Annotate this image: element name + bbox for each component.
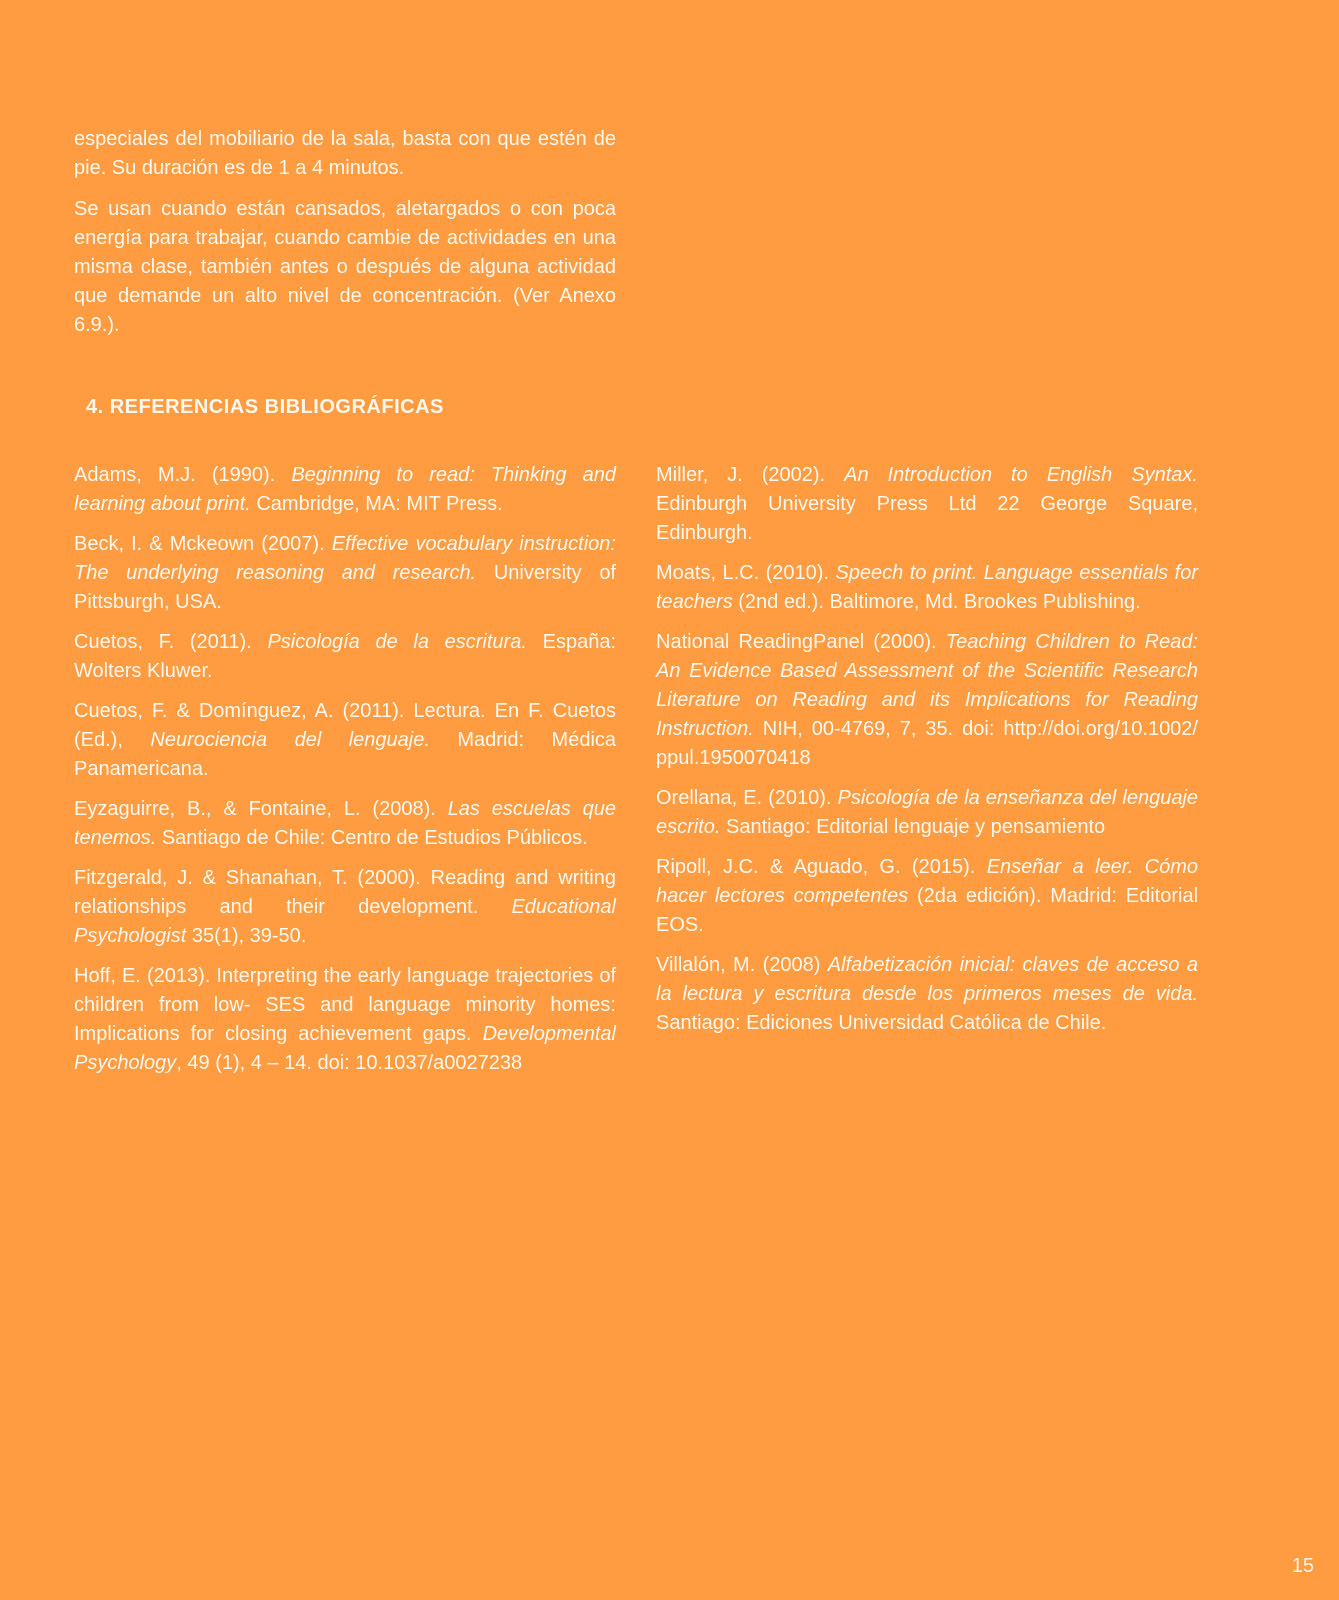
reference-entry: [74, 864, 616, 951]
reference-entry: [656, 853, 1198, 940]
reference-text: Eyzaguirre, B., & Fontaine, L. (2008).: [74, 798, 448, 820]
intro-text: [74, 125, 616, 352]
reference-text: NIH, 00-4769, 7, 35. doi: http://doi.org/10.1002/ ppul.1950070418: [656, 718, 1198, 769]
reference-text: Moats, L.C. (2010).: [656, 562, 836, 584]
reference-title: An Introduction to English Syntax.: [844, 464, 1198, 486]
page-number: 15: [1291, 1555, 1314, 1577]
reference-title: Psicología de la escritura.: [267, 631, 527, 653]
reference-entry: [656, 559, 1198, 617]
reference-entry: [656, 784, 1198, 842]
reference-text: Cuetos, F. & Domínguez, A. (2011). Lectura. En F. Cuetos (Ed.),: [74, 700, 616, 751]
reference-entry: [74, 795, 616, 853]
reference-text: National ReadingPanel (2000).: [656, 631, 946, 653]
reference-entry: [74, 697, 616, 784]
reference-title: Effective vocabulary instruction: The underlying reasoning and research.: [74, 533, 616, 584]
reference-text: Santiago de Chile: Centro de Estudios Públicos.: [156, 827, 588, 849]
references-right-column: [656, 461, 1198, 1049]
reference-title: Alfabetización inicial: claves de acceso a la lectura y escritura desde los primeros meses de vida.: [656, 954, 1198, 1005]
reference-title: Beginning to read: Thinking and learning about print.: [74, 464, 616, 515]
reference-title: Developmental Psychology: [74, 1023, 616, 1074]
reference-entry: [656, 951, 1198, 1038]
reference-text: Villalón, M. (2008): [656, 954, 828, 976]
reference-title: Speech to print. Language essentials for teachers: [656, 562, 1198, 613]
reference-title: Psicología de la enseñanza del lenguaje escrito.: [656, 787, 1199, 838]
reference-text: Fitzgerald, J. & Shanahan, T. (2000). Reading and writing relationships and their development.: [74, 867, 616, 918]
reference-text: Hoff, E. (2013). Interpreting the early language trajectories of children from low- SES and language minority homes: Implications for closing achievement gaps.: [74, 965, 616, 1045]
reference-text: , 49 (1), 4 – 14. doi: 10.1037/a0027238: [176, 1052, 523, 1074]
reference-text: Beck, I. & Mckeown (2007).: [74, 533, 332, 555]
reference-entry: [74, 628, 616, 686]
reference-text: Edinburgh University Press Ltd 22 George Square, Edinburgh.: [656, 493, 1198, 544]
references-left-column: [74, 461, 616, 1089]
reference-text: 35(1), 39-50.: [186, 925, 307, 947]
reference-title: Teaching Children to Read: An Evidence Based Assessment of the Scientific Research Literature on Reading and its Implications for Reading Instruction.: [656, 631, 1198, 740]
reference-title: Educational Psychologist: [74, 896, 616, 947]
reference-text: Miller, J. (2002).: [656, 464, 845, 486]
reference-text: Santiago: Ediciones Universidad Católica de Chile.: [656, 1012, 1107, 1034]
reference-entry: [74, 461, 616, 519]
reference-title: Las escuelas que tenemos.: [74, 798, 616, 849]
reference-text: University of Pittsburgh, USA.: [74, 562, 616, 613]
reference-text: Adams, M.J. (1990).: [74, 464, 292, 486]
reference-entry: [656, 628, 1198, 773]
reference-text: Ripoll, J.C. & Aguado, G. (2015).: [656, 856, 987, 878]
reference-text: España: Wolters Kluwer.: [74, 631, 616, 682]
reference-title: Neurociencia del lenguaje.: [150, 729, 430, 751]
reference-entry: [656, 461, 1198, 548]
reference-text: Santiago: Editorial lenguaje y pensamiento: [720, 816, 1106, 838]
reference-text: Cuetos, F. (2011).: [74, 631, 268, 653]
reference-title: Enseñar a leer. Cómo hacer lectores competentes: [656, 856, 1198, 907]
section-heading: 4. REFERENCIAS BIBLIOGRÁFICAS: [86, 396, 444, 418]
reference-entry: [74, 962, 616, 1078]
reference-text: Madrid: Médica Panamericana.: [74, 729, 617, 780]
reference-text: (2da edición). Madrid: Editorial EOS.: [656, 885, 1199, 936]
reference-entry: [74, 530, 616, 617]
intro-paragraph: especiales del mobiliario de la sala, basta con que estén de pie. Su duración es de 1 a 4 minutos.: [74, 128, 616, 179]
reference-text: (2nd ed.). Baltimore, Md. Brookes Publishing.: [732, 591, 1141, 613]
reference-text: Cambridge, MA: MIT Press.: [250, 493, 503, 515]
reference-text: Orellana, E. (2010).: [656, 787, 838, 809]
intro-paragraph: Se usan cuando están cansados, aletargados o con poca energía para trabajar, cuando cambie de actividades en una misma clase, también antes o después de alguna actividad que demande un alto nivel de concentración. (Ver Anexo 6.9.).: [74, 198, 616, 336]
